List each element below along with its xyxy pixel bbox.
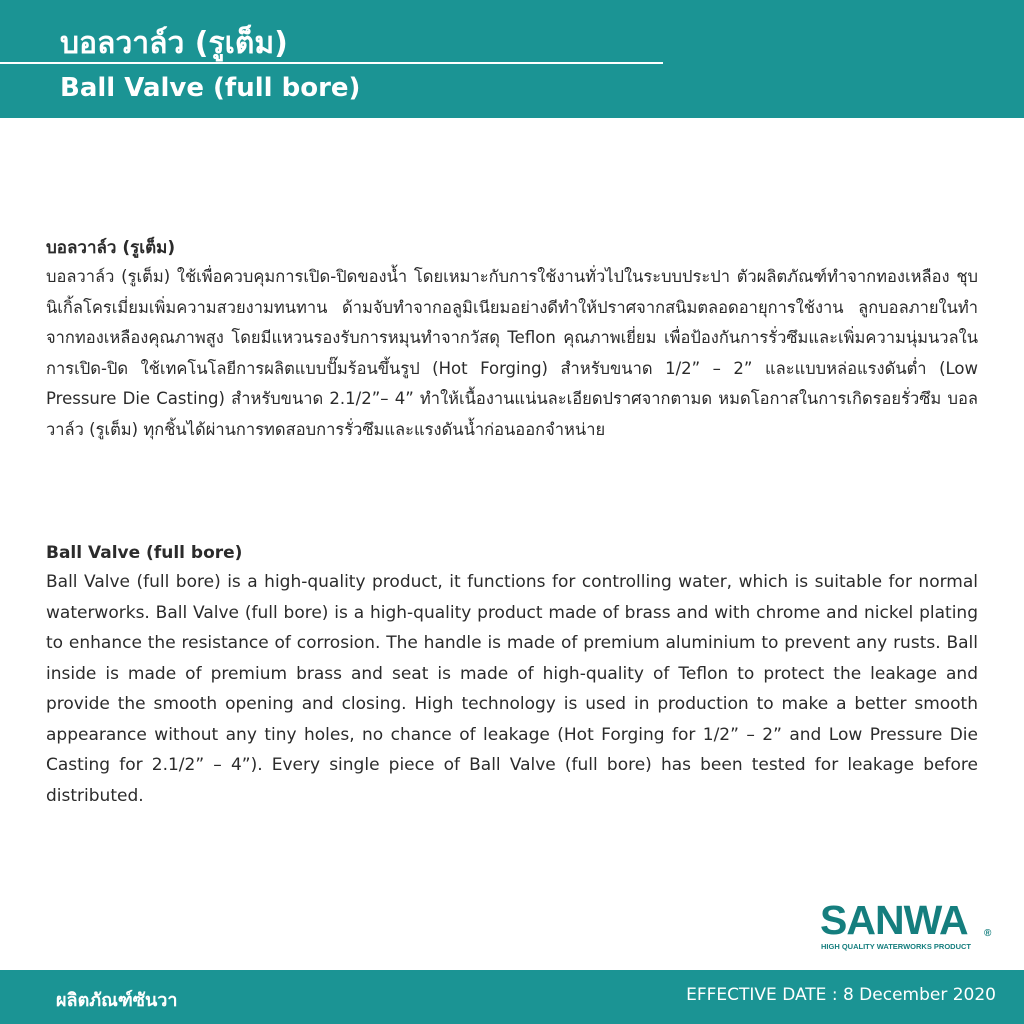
header-banner xyxy=(0,0,1024,118)
registered-mark: ® xyxy=(984,928,992,939)
logo-tagline: HIGH QUALITY WATERWORKS PRODUCT xyxy=(821,942,971,951)
english-section-heading: Ball Valve (full bore) xyxy=(46,543,243,563)
thai-section-body: บอลวาล์ว (รูเต็ม) ใช้เพื่อควบคุมการเปิด-ปิดของน้ำ โดยเหมาะกับการใช้งานทั่วไปในระบบประปา ตัวผลิตภัณฑ์ทำจากทองเหลือง ชุบนิเกิ้ลโครเมี่ยมเพิ่มความสวยงามทนทาน ด้ามจับทำจากอลูมิเนียมอย่างดีทำให้ปราศจากสนิมตลอดอายุการใช้งาน ลูกบอลภายในทำจากทองเหลืองคุณภาพสูง โดยมีแหวนรองรับการหมุนทำจากวัสดุ Teflon คุณภาพเยี่ยม เพื่อป้องกันการรั่วซึมและเพิ่มความนุ่มนวลในการเปิด-ปิด ใช้เทคโนโลยีการผลิตแบบปั๊มร้อนขึ้นรูป (Hot Forging) สำหรับขนาด 1/2” – 2” และแบบหล่อแรงดันต่ำ (Low Pressure Die Casting) สำหรับขนาด 2.1/2”– 4” ทำให้เนื้องานแน่นละเอียดปราศจากตามด หมดโอกาสในการเกิดรอยรั่วซึม บอลวาล์ว (รูเต็ม) ทุกชิ้นได้ผ่านการทดสอบการรั่วซึมและแรงดันน้ำก่อนออกจำหน่าย xyxy=(46,267,978,439)
logo-wordmark: SANWA xyxy=(820,897,968,943)
header-divider xyxy=(0,62,663,64)
thai-description-section xyxy=(46,234,978,445)
sanwa-logo xyxy=(820,898,1000,958)
footer-brand-text: ผลิตภัณฑ์ซันวา xyxy=(56,990,178,1011)
header-title-english: Ball Valve (full bore) xyxy=(60,73,361,103)
english-section-body: Ball Valve (full bore) is a high-quality product, it functions for controlling water, which is suitable for normal waterworks. Ball Valve (full bore) is a high-quality product made of brass and with chrome and nickel plating to enhance the resistance of corrosion. The handle is made of premium aluminium to prevent any rusts. Ball inside is made of premium brass and seat is made of high-quality of Teflon to protect the leakage and provide the smooth opening and closing. High technology is used in production to make a better smooth appearance without any tiny holes, no chance of leakage (Hot Forging for 1/2” – 2” and Low Pressure Die Casting for 2.1/2” – 4”). Every single piece of Ball Valve (full bore) has been tested for leakage before distributed. xyxy=(46,572,978,806)
english-description-section xyxy=(46,539,978,811)
footer-banner xyxy=(0,970,1024,1024)
thai-section-heading: บอลวาล์ว (รูเต็ม) xyxy=(46,238,176,258)
header-title-thai: บอลวาล์ว (รูเต็ม) xyxy=(60,26,288,61)
effective-date: EFFECTIVE DATE : 8 December 2020 xyxy=(686,985,996,1005)
